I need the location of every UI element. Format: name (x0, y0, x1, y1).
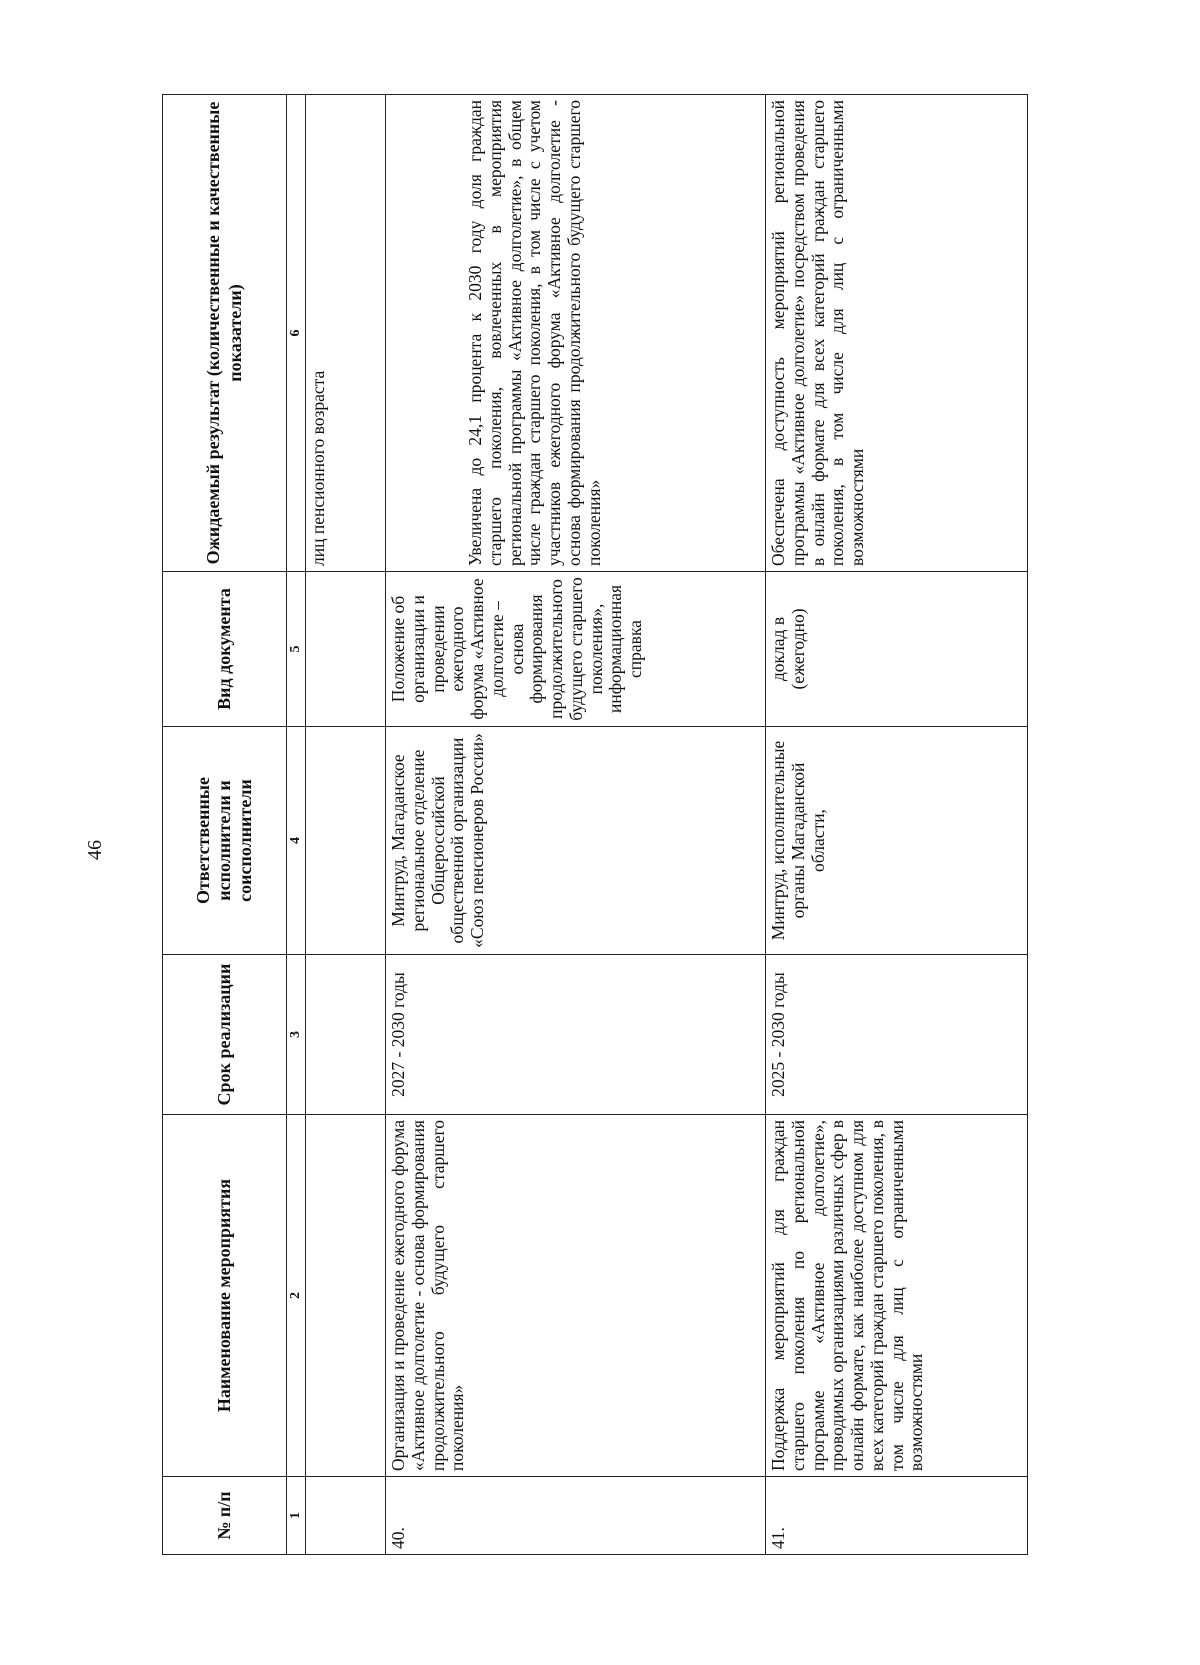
column-number: 2 (287, 1115, 306, 1477)
table-row (766, 95, 1028, 1555)
cell-period: 2027 - 2030 годы (386, 955, 766, 1115)
header-number: № п/п (163, 1477, 287, 1555)
table-header-row (163, 95, 287, 1555)
cell-expected-result: Обеспечена доступность мероприятий региональной программы «Активное долголетие» посредством проведения в онлайн формате для всех категорий граждан старшего поколения, в том числе для лиц с ограниченными возможностями (766, 95, 1028, 572)
cell-expected-result: Увеличена до 24,1 процента к 2030 году доля граждан старшего поколения, вовлеченных в мероприятия региональной программы «Активное долголетие», в общем числе граждан старшего поколения, в том числе с учетом участников ежегодного форума «Активное долголетие - основа формирования продолжительного будущего старшего поколения» (386, 95, 766, 572)
cell-empty (306, 1115, 386, 1477)
cell-number: 40. (386, 1477, 766, 1555)
column-number: 6 (287, 95, 306, 572)
cell-executors: Минтруд, Магаданское региональное отделение Общероссийской общественной организации «Союз пенсионеров России» (386, 727, 766, 955)
cell-result-continuation: лиц пенсионного возраста (306, 95, 386, 572)
cell-number: 41. (766, 1477, 1028, 1555)
cell-document-type: Положение об организации и проведении ежегодного форума «Активное долголетие – основа формирования продолжительного будущего старшего поколения», информационная справка (386, 572, 766, 727)
cell-empty (306, 572, 386, 727)
column-numbers-row (287, 95, 306, 1555)
measures-table (162, 94, 1028, 1555)
column-number: 1 (287, 1477, 306, 1555)
measures-table-wrapper (162, 95, 1052, 1555)
cell-measure-name: Организация и проведение ежегодного форума «Активное долголетие - основа формирования продолжительного будущего старшего поколения» (386, 1115, 766, 1477)
header-executors: Ответственные исполнители и соисполнители (163, 727, 287, 955)
header-expected-result: Ожидаемый результат (количественные и качественные показатели) (163, 95, 287, 572)
cell-measure-name: Поддержка мероприятий для граждан старшего поколения по региональной программе «Активное долголетие», проводимых организациями различных сфер в онлайн формате, как наиболее доступном для всех категорий граждан старшего поколения, в том числе для лиц с ограниченными возможностями (766, 1115, 1028, 1477)
continuation-row (306, 95, 386, 1555)
column-number: 3 (287, 955, 306, 1115)
table-row (386, 95, 766, 1555)
cell-empty (306, 955, 386, 1115)
cell-empty (306, 1477, 386, 1555)
cell-empty (306, 727, 386, 955)
page-number: 46 (84, 840, 106, 860)
cell-period: 2025 - 2030 годы (766, 955, 1028, 1115)
column-number: 5 (287, 572, 306, 727)
column-number: 4 (287, 727, 306, 955)
cell-executors: Минтруд, исполнительные органы Магаданской области, (766, 727, 1028, 955)
header-measure-name: Наименование мероприятия (163, 1115, 287, 1477)
cell-document-type: доклад в (ежегодно) (766, 572, 1028, 727)
header-period: Срок реализации (163, 955, 287, 1115)
header-document-type: Вид документа (163, 572, 287, 727)
